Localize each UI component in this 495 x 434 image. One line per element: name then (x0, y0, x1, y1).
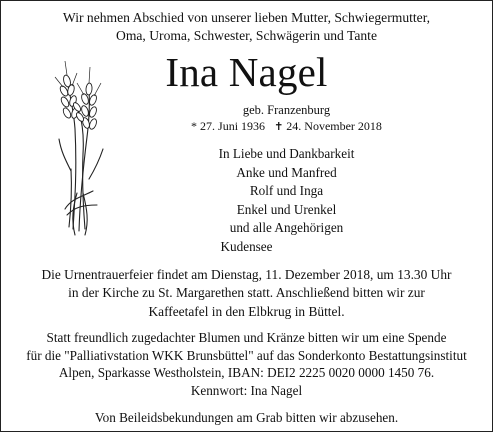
intro-text (1, 9, 492, 45)
ceremony-text (1, 266, 492, 321)
place-name: Kudensee (220, 239, 273, 254)
donation-line: für die "Palliativstation WKK Brunsbüttel" auf das Sonderkonto Bestattungsinstitut (26, 347, 467, 363)
donation-line: Kennwort: Ina Nagel (190, 382, 303, 398)
birth-date: * 27. Juni 1936 (191, 119, 266, 133)
intro-line: Oma, Uroma, Schwester, Schwägerin und Tante (116, 28, 377, 43)
family-line: Rolf und Inga (249, 183, 324, 199)
death-date: 24. November 2018 (286, 119, 382, 133)
donation-text (1, 329, 492, 399)
life-dates (41, 118, 495, 135)
family-line: und alle Angehörigen (229, 220, 344, 236)
family-line: Anke und Manfred (236, 164, 337, 180)
ceremony-line: in der Kirche zu St. Margarethen statt. Anschließend bitten wir zur (68, 285, 425, 301)
birth-name: geb. Franzenburg (242, 103, 331, 117)
deceased-name: Ina Nagel (165, 49, 328, 95)
ceremony-line: Die Urnentrauerfeier findet am Dienstag, 11. Dezember 2018, um 13.30 Uhr (41, 267, 452, 282)
intro-line: Wir nehmen Abschied von unserer lieben Mutter, Schwiegermutter, (62, 10, 431, 25)
donation-line: Statt freundlich zugedachter Blumen und Kränze bitten wir um eine Spende (46, 330, 447, 345)
family-line: In Liebe und Dankbarkeit (218, 146, 355, 161)
cross-icon: ✝ (274, 121, 284, 133)
family-signature (41, 145, 495, 238)
donation-line: Alpen, Sparkasse Westholstein, IBAN: DEI2 2225 0020 0000 1450 76. (58, 365, 435, 381)
family-line: Enkel und Urenkel (236, 201, 337, 217)
closing-text: Von Beileidsbekundungen am Grab bitten wir abzusehen. (94, 410, 399, 425)
ceremony-line: Kaffeetafel in den Elbkrug in Büttel. (148, 303, 345, 319)
